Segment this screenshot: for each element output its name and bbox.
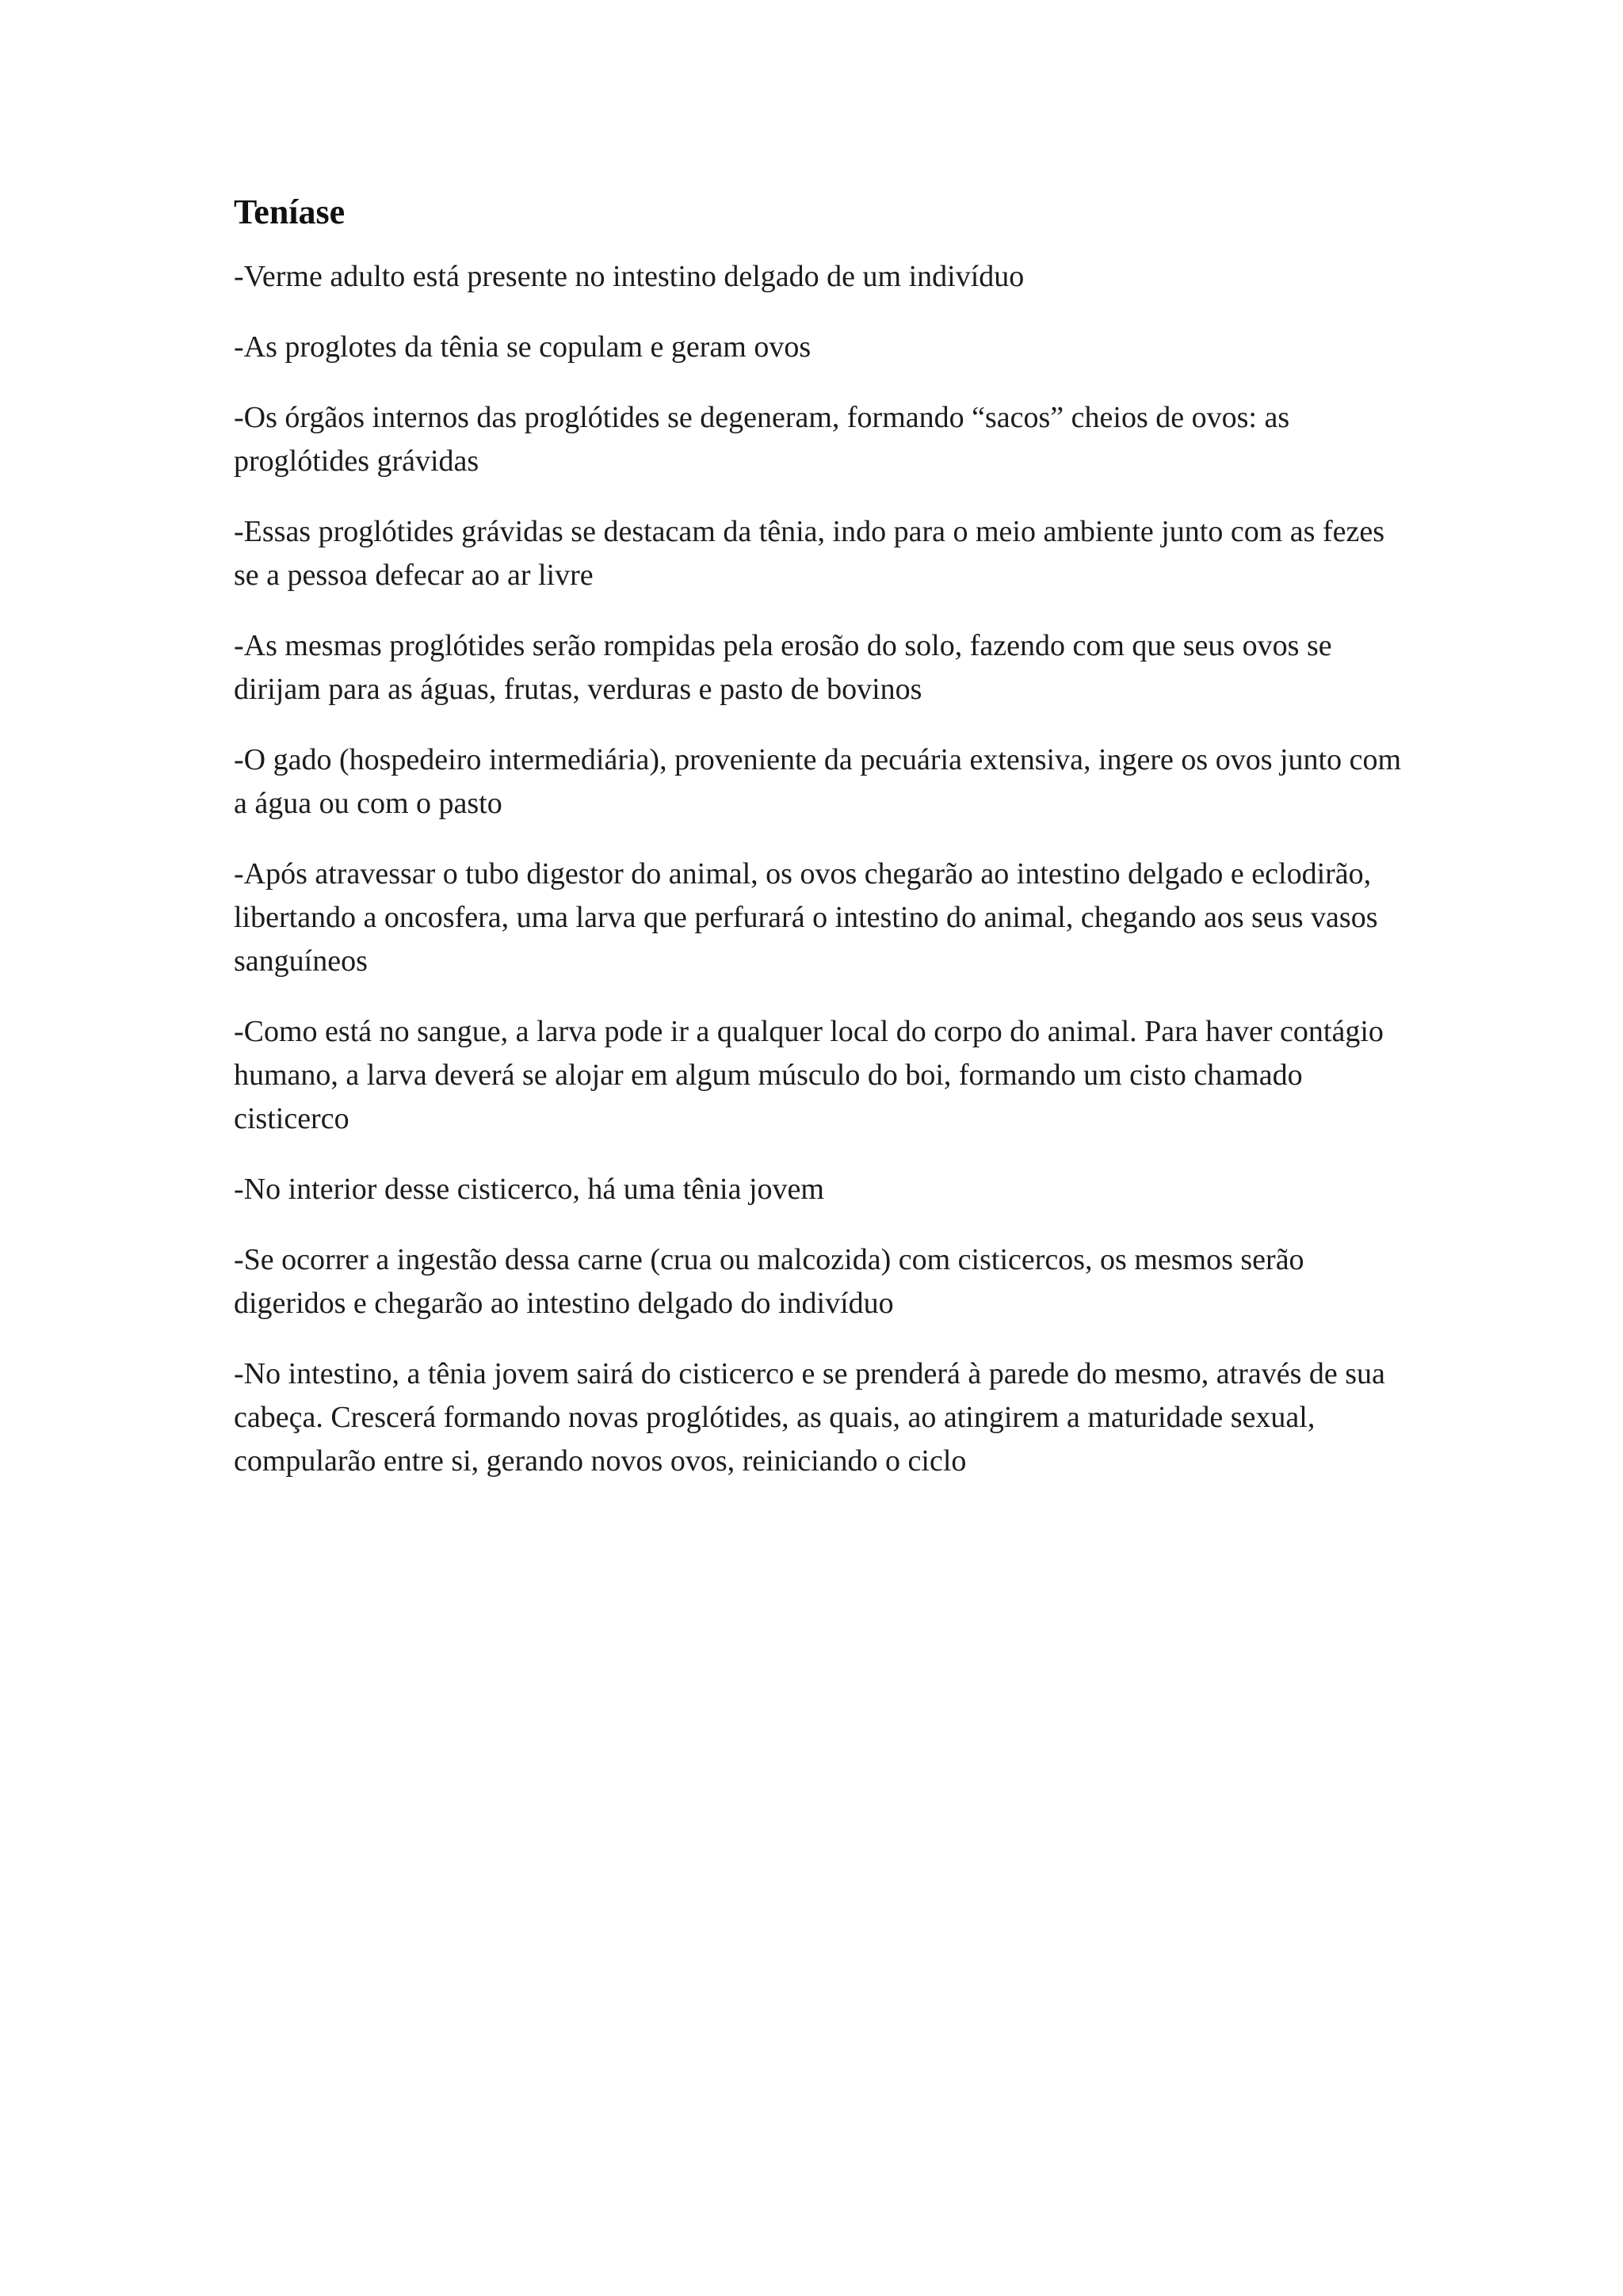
paragraph-cycle-restarts: -No intestino, a tênia jovem sairá do cisticerco e se prenderá à parede do mesmo, através de sua cabeça. Crescerá formando novas proglótides, as quais, ao atingirem a maturidade sexual, compularão entre si, gerando novos ovos, reiniciando o ciclo xyxy=(234,1357,1385,1478)
paragraph-adult-worm: -Verme adulto está presente no intestino delgado de um indivíduo xyxy=(234,260,1025,293)
paragraph-proglottids-copulate: -As proglotes da tênia se copulam e geram ovos xyxy=(234,330,812,364)
paragraph-eggs-disperse: -As mesmas proglótides serão rompidas pela erosão do solo, fazendo com que seus ovos se dirijam para as águas, frutas, verduras e pasto de bovinos xyxy=(234,629,1332,706)
paragraph-young-tapeworm: -No interior desse cisticerco, há uma tênia jovem xyxy=(234,1173,824,1206)
paragraph-cattle-ingest: -O gado (hospedeiro intermediária), proveniente da pecuária extensiva, ingere os ovos junto com a água ou com o pasto xyxy=(234,743,1402,820)
paragraph-gravid-proglottids: -Os órgãos internos das proglótides se degeneram, formando “sacos” cheios de ovos: as proglótides grávidas xyxy=(234,401,1290,478)
paragraph-oncosphere: -Após atravessar o tubo digestor do animal, os ovos chegarão ao intestino delgado e eclodirão, libertando a oncosfera, uma larva que perfurará o intestino do animal, chegando aos seus vasos sanguíneos xyxy=(234,857,1378,978)
paragraph-cysticercus-forms: -Como está no sangue, a larva pode ir a qualquer local do corpo do animal. Para haver contágio humano, a larva deverá se alojar em algum músculo do boi, formando um cisto chamado cisticerco xyxy=(234,1015,1384,1135)
paragraph-human-ingestion: -Se ocorrer a ingestão dessa carne (crua ou malcozida) com cisticercos, os mesmos serão digeridos e chegarão ao intestino delgado do indivíduo xyxy=(234,1243,1304,1320)
document-title: Teníase xyxy=(234,193,346,231)
paragraph-proglottids-detach: -Essas proglótides grávidas se destacam da tênia, indo para o meio ambiente junto com as fezes se a pessoa defecar ao ar livre xyxy=(234,515,1384,592)
document-body xyxy=(234,190,1415,1510)
